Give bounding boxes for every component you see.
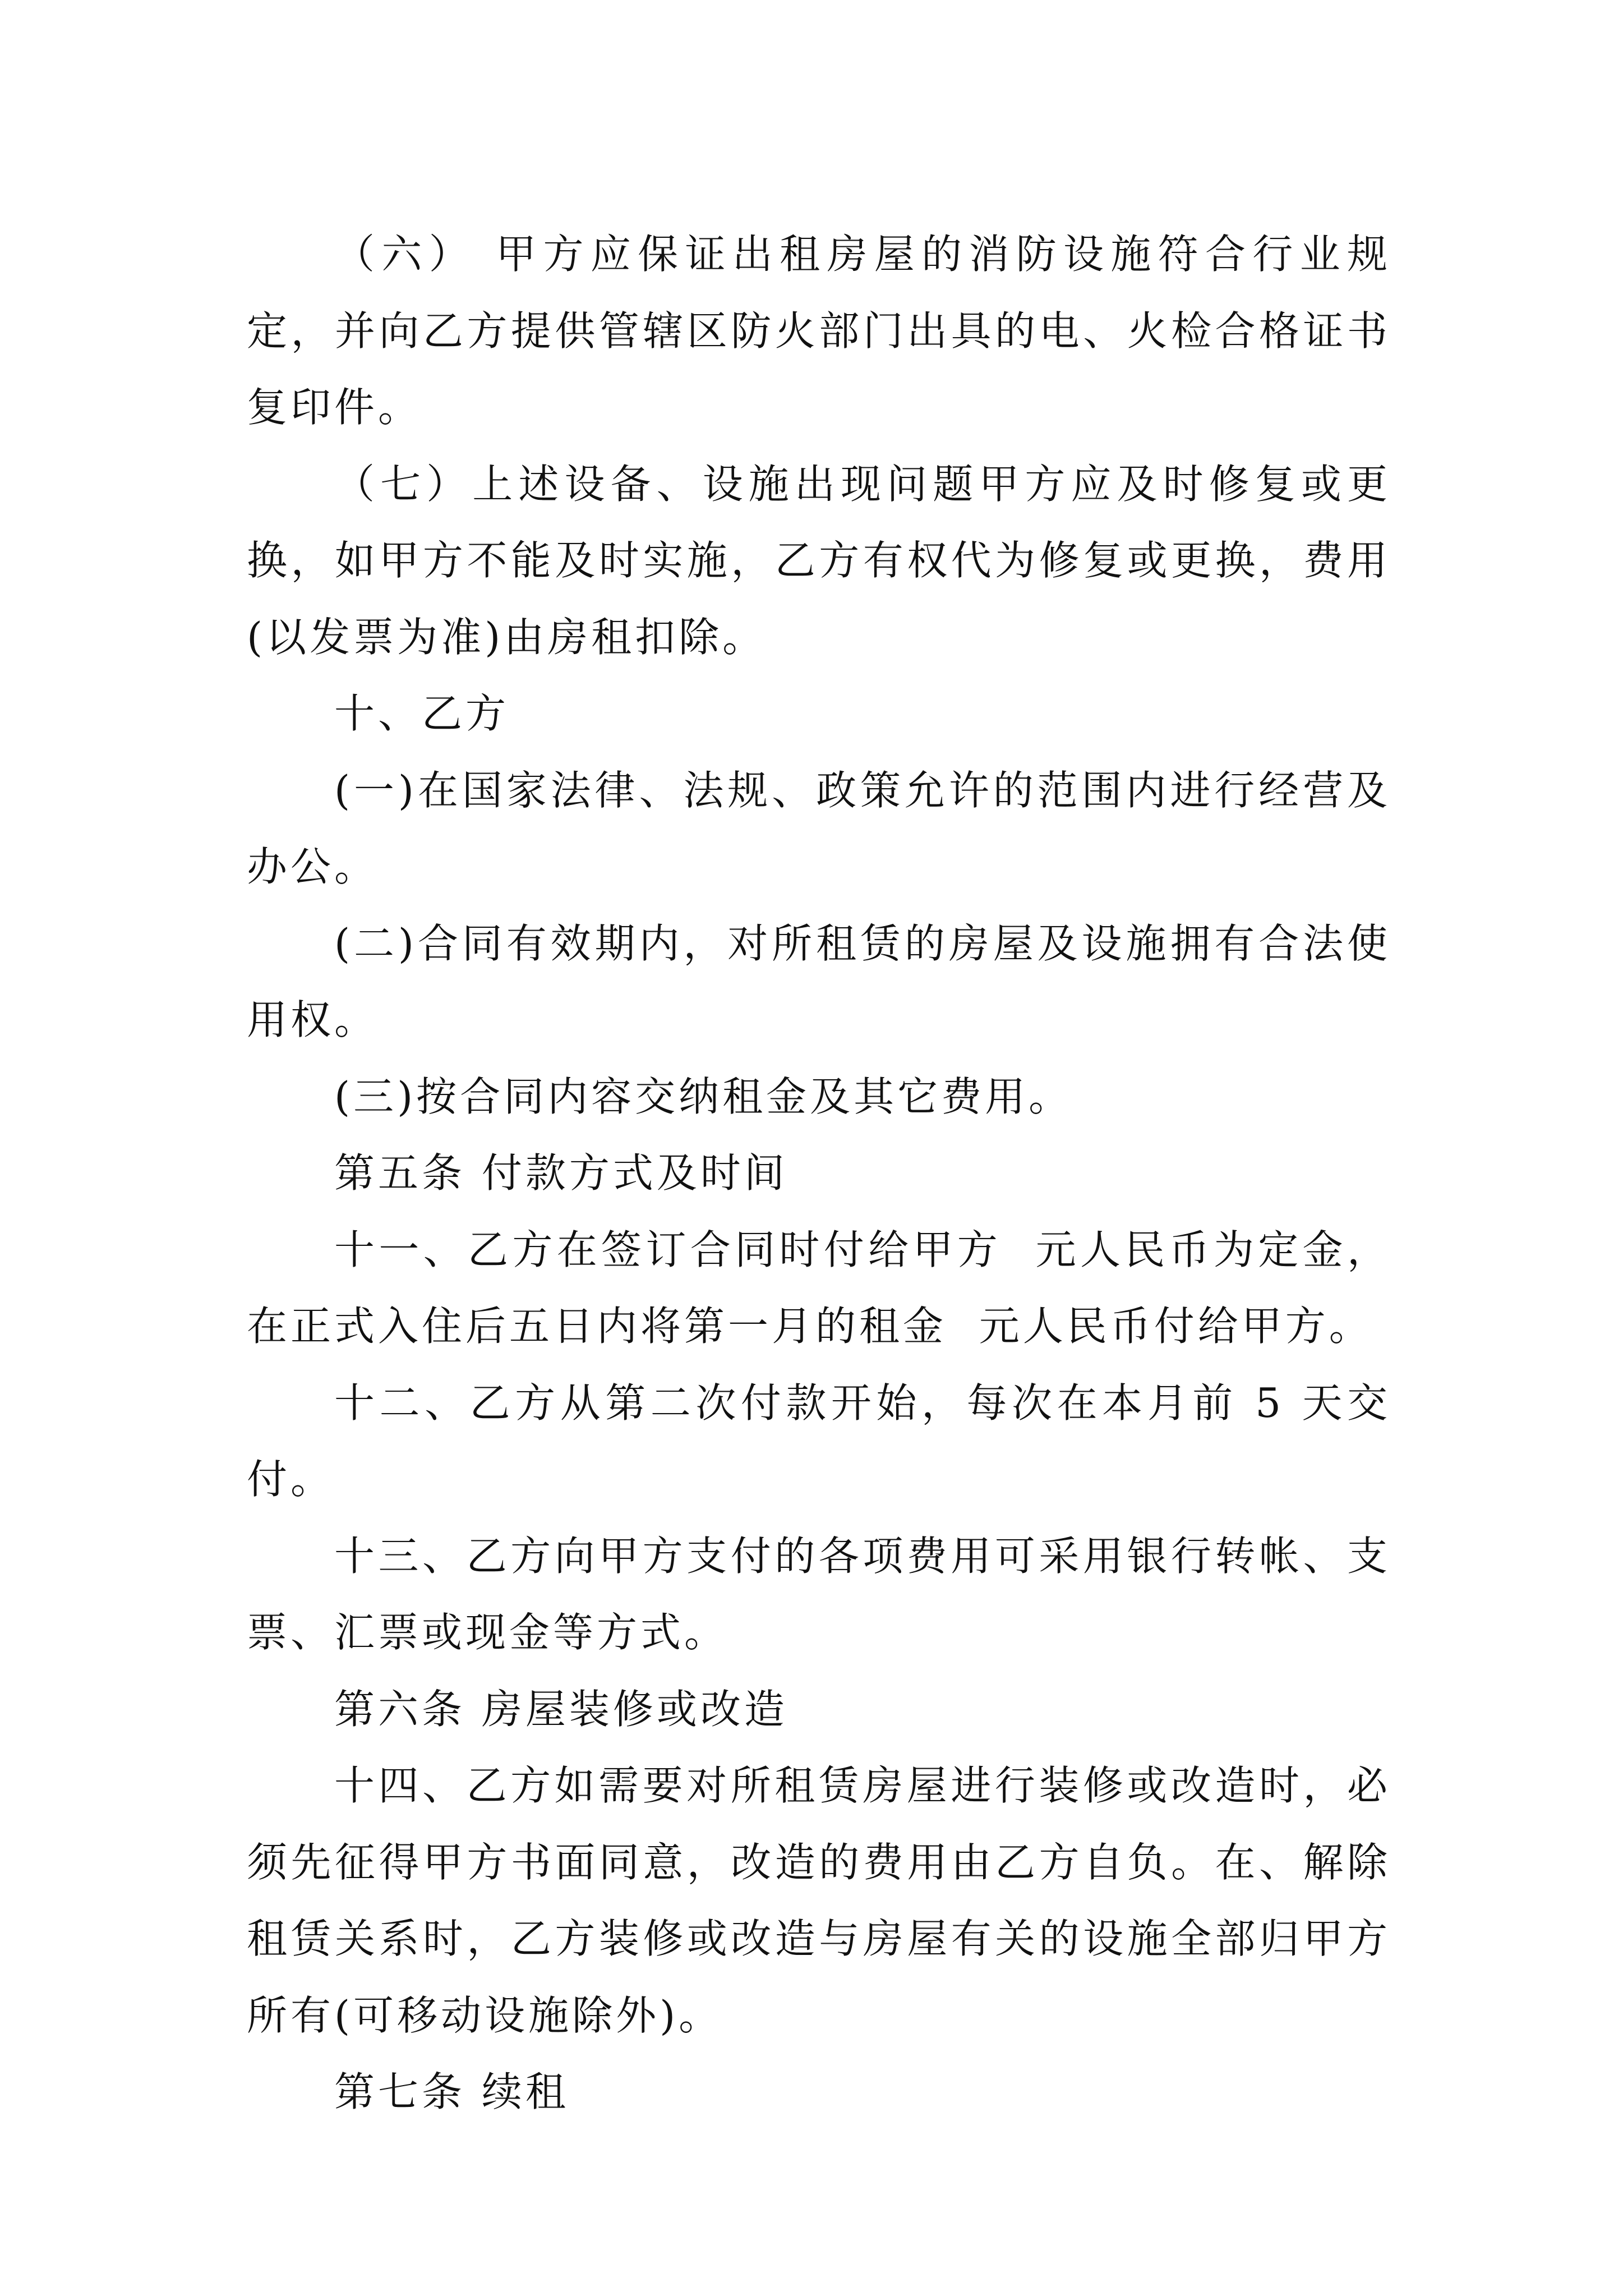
article-five-heading: 第五条 付款方式及时间 (334, 1149, 788, 1197)
party-b-item-two: (二)合同有效期内，对所租赁的房屋及设施拥有合法使用权。 (247, 919, 1391, 1043)
clause-thirteen-payment-methods: 十三、乙方向甲方支付的各项费用可采用银行转帐、支票、汇票或现金等方式。 (247, 1532, 1391, 1656)
article-seven-heading: 第七条 续租 (334, 2068, 569, 2115)
clause-eleven-deposit: 十一、乙方在签订合同时付给甲方 元人民币为定金，在正式入住后五日内将第一月的租金 元人民币付给甲方。 (247, 1226, 1391, 1350)
clause-twelve-payment-schedule: 十二、乙方从第二次付款开始，每次在本月前 5 天交付。 (247, 1379, 1391, 1503)
document-body (247, 216, 1391, 2131)
article-six-heading: 第六条 房屋装修或改造 (334, 1685, 788, 1733)
party-b-item-one: (一)在国家法律、法规、政策允许的范围内进行经营及办公。 (247, 766, 1391, 890)
section-ten-party-b: 十、乙方 (334, 690, 510, 737)
clause-six-fire-safety: （六） 甲方应保证出租房屋的消防设施符合行业规定，并向乙方提供管辖区防火部门出具的电、火检合格证书复印件。 (247, 231, 1391, 431)
clause-seven-repairs: （七）上述设备、设施出现问题甲方应及时修复或更换，如甲方不能及时实施，乙方有权代为修复或更换，费用(以发票为准)由房租扣除。 (247, 460, 1391, 661)
clause-fourteen-renovation: 十四、乙方如需要对所租赁房屋进行装修或改造时，必须先征得甲方书面同意，改造的费用由乙方自负。在、解除租赁关系时，乙方装修或改造与房屋有关的设施全部归甲方所有(可移动设施除外)。 (247, 1762, 1391, 2039)
party-b-item-three: (三)按合同内容交纳租金及其它费用。 (334, 1073, 1073, 1120)
